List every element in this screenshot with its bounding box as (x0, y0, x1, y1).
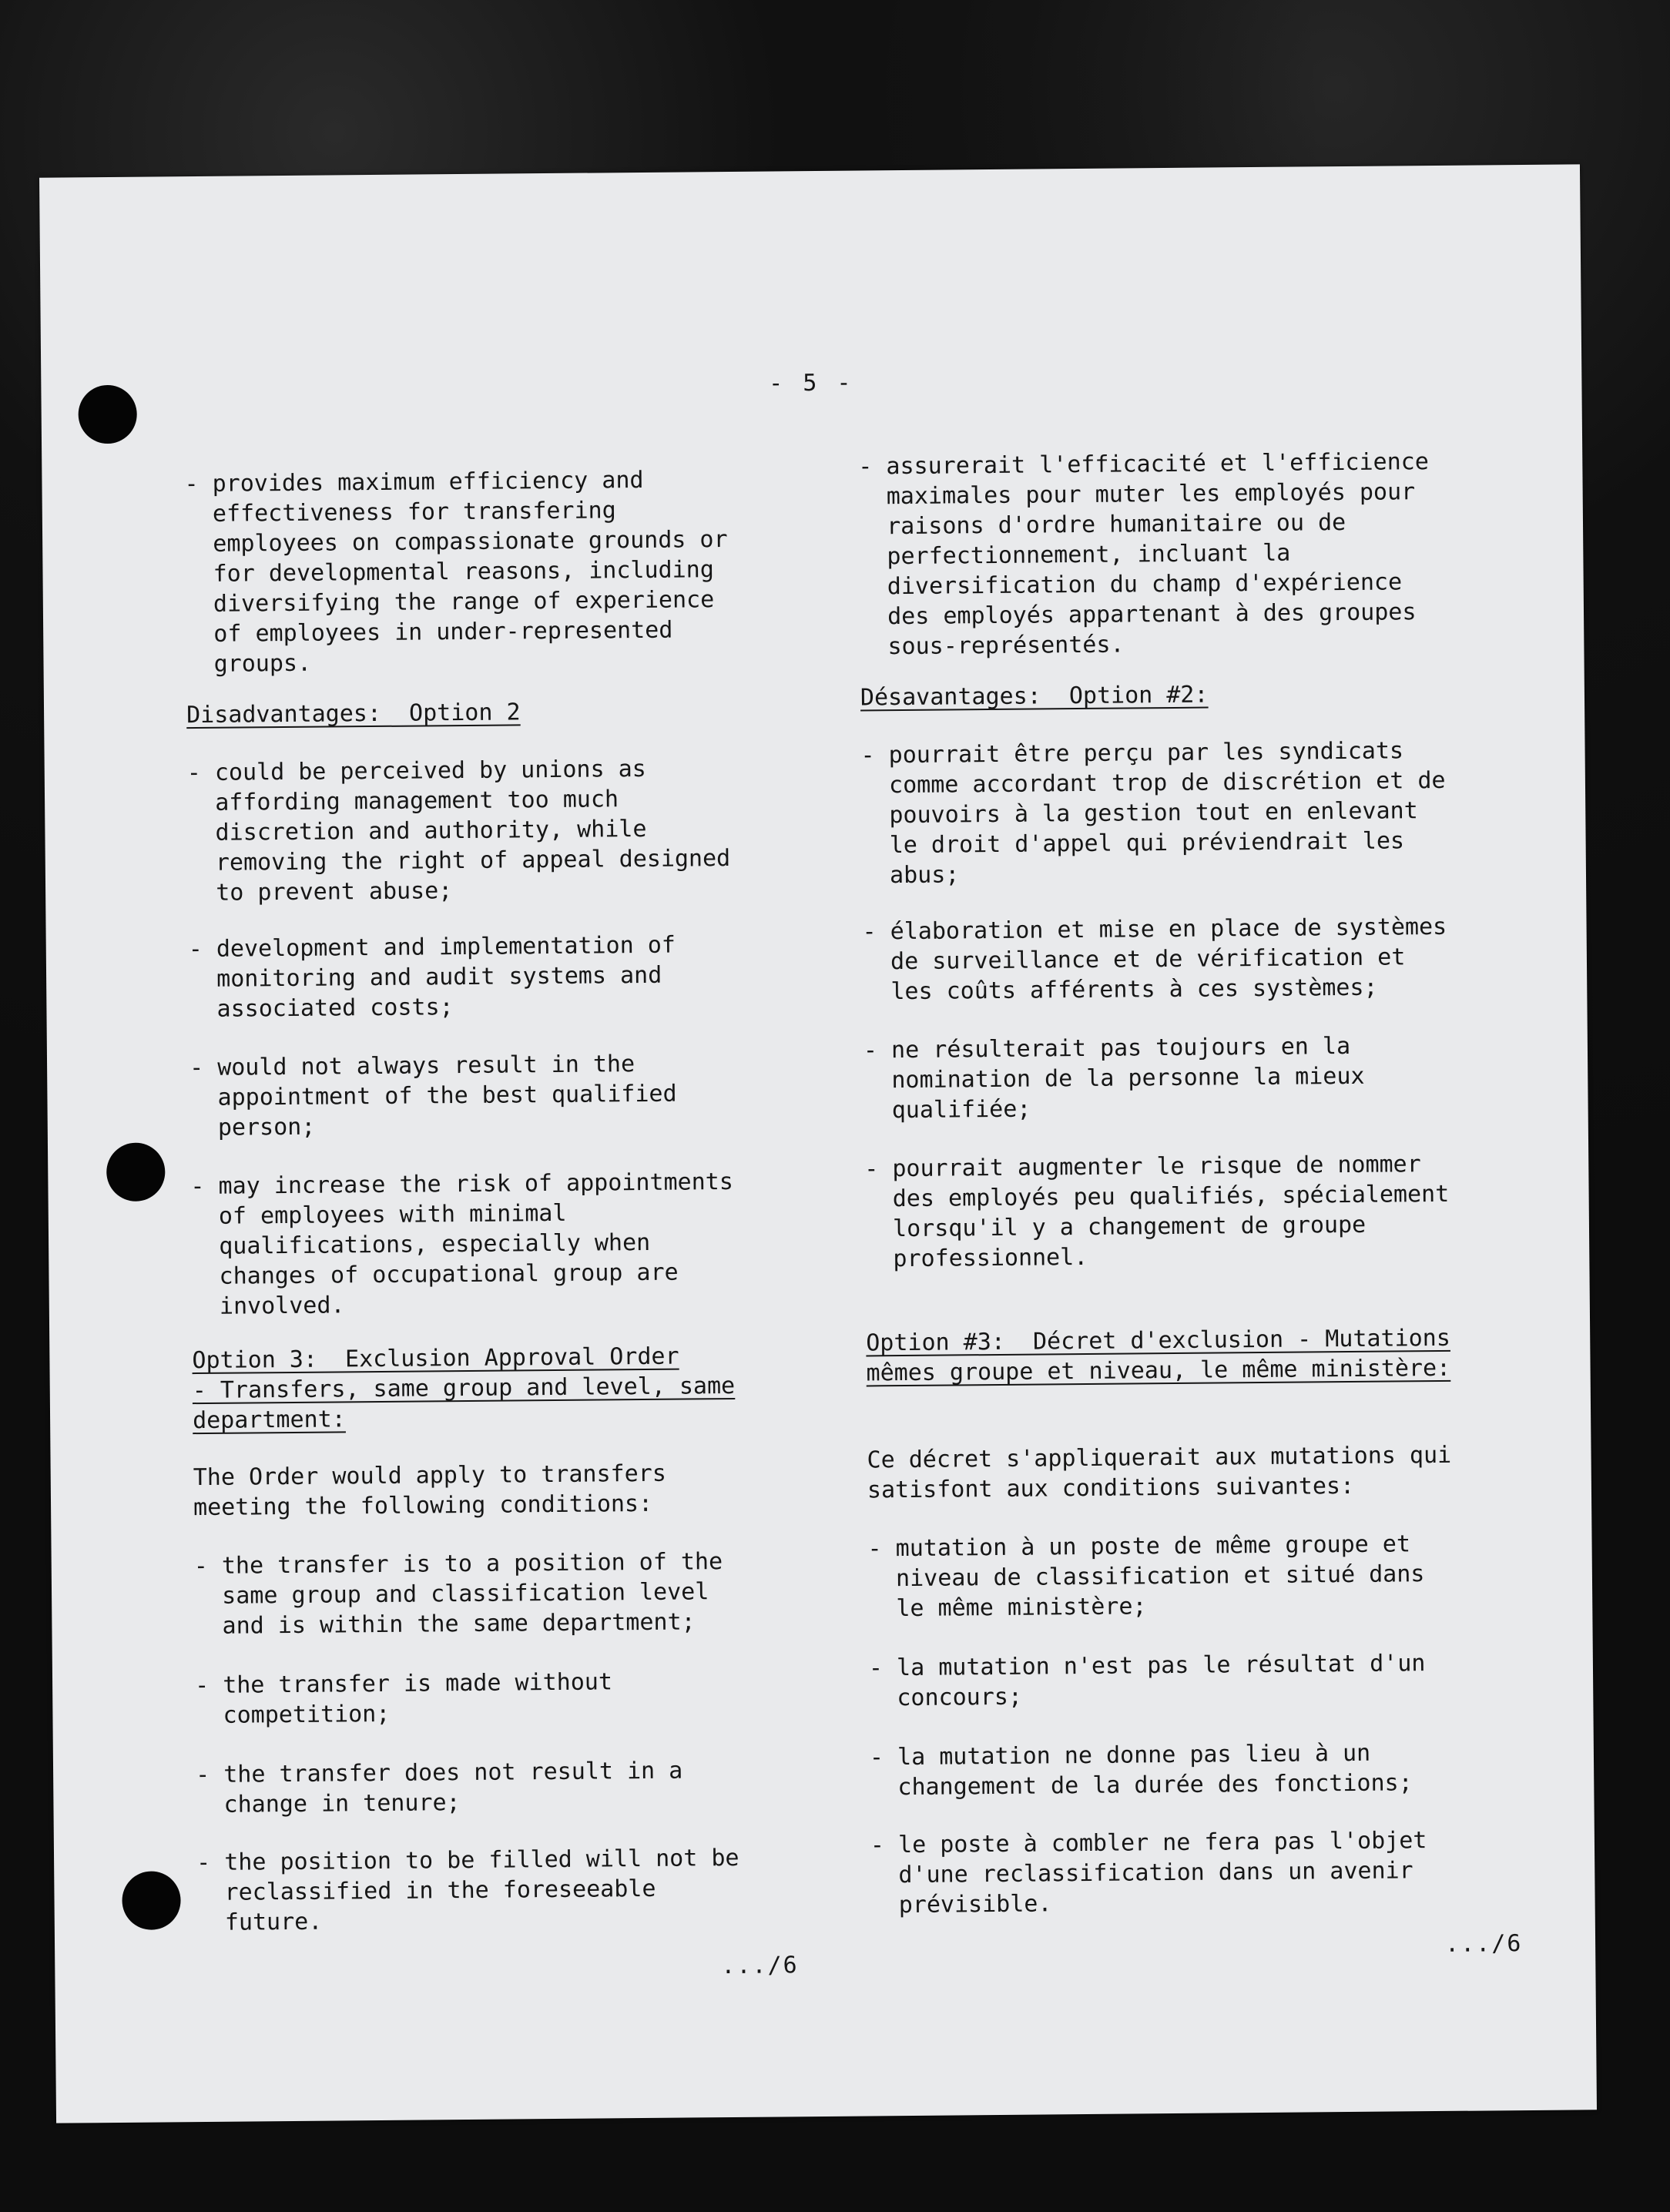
french-condition-item: - le poste à combler ne fera pas l'objet d'une reclassification dans un avenir prévisible. (870, 1827, 1427, 1919)
binder-hole-middle (106, 1142, 166, 1202)
english-disadvantage-item: - would not always result in the appointment of the best qualified person; (189, 1051, 677, 1142)
french-disadvantage-item: - pourrait augmenter le risque de nommer des employés peu qualifiés, spécialement lorsqu'il y a changement de groupe professionnel. (864, 1151, 1450, 1273)
english-condition-item: - the transfer is made without competition; (194, 1668, 613, 1730)
english-disadvantages-heading: Disadvantages: Option 2 (186, 699, 521, 729)
page-number: - 5 - (769, 369, 854, 397)
continued-marker-right: .../6 (1444, 1930, 1523, 1958)
french-option3-heading: Option #3: Décret d'exclusion - Mutations mêmes groupe et niveau, le même ministère: (866, 1324, 1451, 1387)
english-intro-item: - provides maximum efficiency and effectiveness for transfering employees on compassionate grounds or for developmental reasons, including diversifying the range of experience of employees in under-represented groups. (184, 466, 728, 679)
french-column (858, 445, 1571, 1919)
english-disadvantage-item: - may increase the risk of appointments of employees with minimal qualifications, especially when changes of occupational group are involved. (190, 1168, 733, 1321)
french-intro-item: - assurerait l'efficacité et l'efficience maximales pour muter les employés pour raisons d'ordre humanitaire ou de perfectionnement, incluant la diversification du champ d'expérience des employés appartenant à des groupes sous-représentés. (858, 448, 1429, 661)
french-disadvantage-item: - ne résulterait pas toujours en la nomination de la personne la mieux qualifiée; (863, 1032, 1365, 1124)
french-condition-item: - mutation à un poste de même groupe et niveau de classification et situé dans le même ministère; (867, 1530, 1425, 1623)
english-condition-item: - the position to be filled will not be reclassified in the foreseeable future. (196, 1844, 739, 1937)
english-column (184, 464, 851, 1937)
english-condition-item: - the transfer does not result in a change in tenure; (195, 1757, 683, 1819)
english-disadvantage-item: - development and implementation of monitoring and audit systems and associated costs; (188, 931, 676, 1024)
french-disadvantages-heading: Désavantages: Option #2: (860, 681, 1209, 712)
english-disadvantage-item: - could be perceived by unions as affording management too much discretion and authority, while removing the right of appeal designed to prevent abuse; (186, 755, 731, 907)
french-disadvantage-item: - élaboration et mise en place de systèmes de surveillance et de vérification et les coûts afférents à ces systèmes; (862, 913, 1447, 1006)
french-option3-intro: Ce décret s'appliquerait aux mutations qui satisfont aux conditions suivantes: (867, 1441, 1452, 1504)
french-condition-item: - la mutation n'est pas le résultat d'un concours; (868, 1650, 1426, 1712)
french-disadvantage-item: - pourrait être perçu par les syndicats comme accordant trop de discrétion et de pouvoirs à la gestion tout en enlevant le droit d'appel qui préviendrait les abus; (860, 737, 1446, 890)
english-option3-intro: The Order would apply to transfers meeting the following conditions: (193, 1460, 666, 1522)
english-option3-heading: Option 3: Exclusion Approval Order - Transfers, same group and level, same department: (192, 1342, 736, 1435)
document-page (39, 164, 1597, 2123)
binder-hole-bottom (122, 1871, 181, 1930)
english-condition-item: - the transfer is to a position of the same group and classification level and is within the same department; (193, 1548, 723, 1641)
continued-marker-left: .../6 (721, 1952, 799, 1980)
french-condition-item: - la mutation ne donne pas lieu à un changement de la durée des fonctions; (869, 1739, 1413, 1801)
